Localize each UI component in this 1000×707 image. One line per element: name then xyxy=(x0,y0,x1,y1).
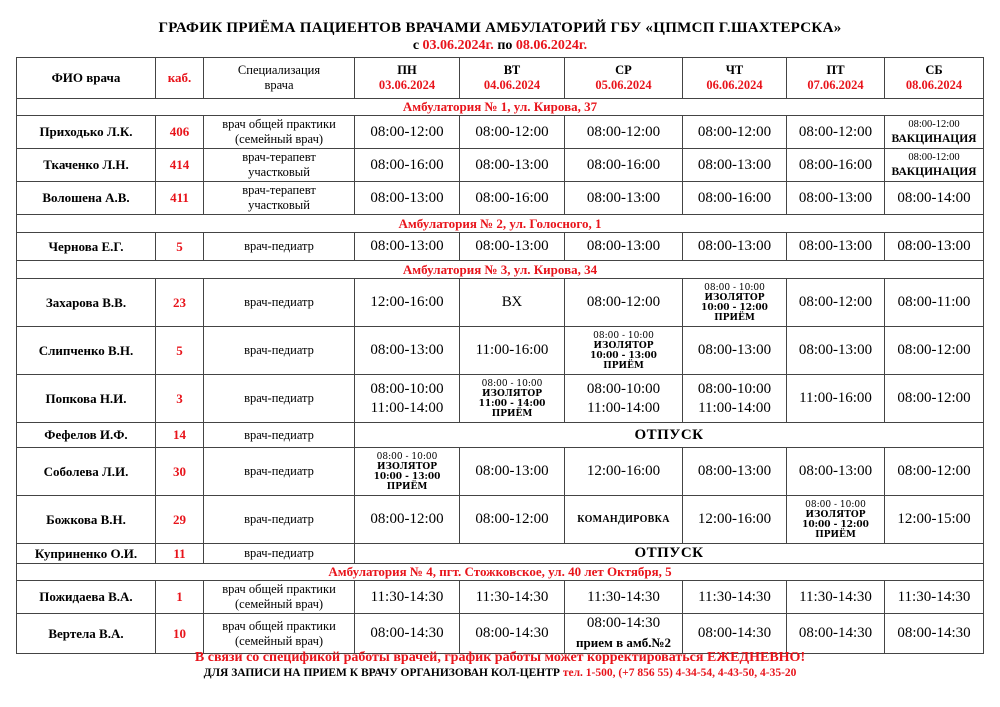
time-cell: 08:00-14:00 xyxy=(885,182,984,215)
doctor-name: Попкова Н.И. xyxy=(17,375,156,423)
time-cell: 08:00-12:00 xyxy=(565,116,683,149)
specialization xyxy=(204,614,355,654)
time-cell: 08:00-11:00 xyxy=(885,279,984,327)
isolator-cell xyxy=(460,375,565,423)
priem-label: ПРИЁМ xyxy=(815,529,856,540)
time-cell xyxy=(565,375,683,423)
table-row xyxy=(17,116,984,149)
spec-line: (семейный врач) xyxy=(234,132,324,146)
time-cell: 08:00-13:00 xyxy=(683,448,787,496)
time-cell: 08:00-16:00 xyxy=(787,149,885,182)
table-row xyxy=(17,279,984,327)
time-cell: 08:00-12:00 xyxy=(885,448,984,496)
table-row xyxy=(17,496,984,544)
doctor-name: Волошена А.В. xyxy=(17,182,156,215)
time-cell: 11:30-14:30 xyxy=(565,581,683,614)
specialization: врач-педиатр xyxy=(204,496,355,544)
iso-label: ИЗОЛЯТОР xyxy=(805,509,866,520)
iso-time: 08:00 - 10:00 xyxy=(593,330,654,341)
day-label: СР xyxy=(615,63,632,77)
table-row xyxy=(17,614,984,654)
specialization: врач-педиатр xyxy=(204,233,355,261)
section-title: Амбулатория № 4, пгт. Стожковское, ул. 40 лет Октября, 5 xyxy=(17,564,984,581)
time-cell: 08:00-13:00 xyxy=(565,233,683,261)
time-cell: 08:00-13:00 xyxy=(460,448,565,496)
time-cell: 08:00-12:00 xyxy=(787,116,885,149)
day-date: 03.06.2024 xyxy=(378,78,436,92)
priem-label: ПРИЁМ xyxy=(491,408,533,419)
period-to: 08.06.2024г. xyxy=(515,38,588,53)
time-cell: 08:00-12:00 xyxy=(460,116,565,149)
table-row xyxy=(17,423,984,448)
priem-label: ПРИЁМ xyxy=(603,360,644,371)
time-cell: 08:00-13:00 xyxy=(885,233,984,261)
period-from: 03.06.2024г. xyxy=(422,38,494,53)
time-line: 11:00-14:00 xyxy=(698,399,771,416)
time-line: 08:00-10:00 xyxy=(697,380,772,397)
time-cell: 08:00-13:00 xyxy=(787,327,885,375)
time-line: 08:00-10:00 xyxy=(370,380,444,397)
schedule-table xyxy=(16,57,984,654)
section-row xyxy=(17,564,984,581)
table-row xyxy=(17,149,984,182)
time-line: 08:00-14:30 xyxy=(586,615,661,631)
time-cell: 08:00-13:00 xyxy=(787,233,885,261)
time-cell: 11:00-16:00 xyxy=(787,375,885,423)
doctor-name: Куприненко О.И. xyxy=(17,544,156,564)
doctor-name: Захарова В.В. xyxy=(17,279,156,327)
time-cell: 11:30-14:30 xyxy=(885,581,984,614)
spec-line: (семейный врач) xyxy=(234,597,324,611)
vac-label: ВАКЦИНАЦИЯ xyxy=(891,132,977,145)
specialization xyxy=(204,149,355,182)
section-title: Амбулатория № 1, ул. Кирова, 37 xyxy=(17,99,984,116)
day-date: 06.06.2024 xyxy=(706,78,763,92)
time-cell: 08:00-16:00 xyxy=(355,149,460,182)
specialization xyxy=(204,581,355,614)
isolator-cell xyxy=(787,496,885,544)
day-date: 07.06.2024 xyxy=(807,78,864,92)
doctor-name: Божкова В.Н. xyxy=(17,496,156,544)
specialization: врач-педиатр xyxy=(204,327,355,375)
time-cell: 08:00-13:00 xyxy=(683,149,787,182)
time-cell: 08:00-14:30 xyxy=(787,614,885,654)
time-cell: 08:00-12:00 xyxy=(683,116,787,149)
doctor-name: Вертела В.А. xyxy=(17,614,156,654)
time-cell: 08:00-12:00 xyxy=(355,116,460,149)
callcenter-note xyxy=(0,666,1000,680)
time-cell: 08:00-13:00 xyxy=(460,149,565,182)
time-cell: 08:00-12:00 xyxy=(885,375,984,423)
time-line: 11:00-14:00 xyxy=(370,399,444,416)
time-cell: 08:00-12:00 xyxy=(565,279,683,327)
vaccination-cell xyxy=(885,116,984,149)
section-title: Амбулатория № 2, ул. Голосного, 1 xyxy=(17,215,984,233)
isolator-cell xyxy=(355,448,460,496)
time-cell: 08:00-13:00 xyxy=(355,182,460,215)
time-cell: 08:00-12:00 xyxy=(460,496,565,544)
time-cell: 08:00-13:00 xyxy=(787,448,885,496)
cabinet-number: 411 xyxy=(156,182,204,215)
section-row xyxy=(17,99,984,116)
time-cell: 12:00-15:00 xyxy=(885,496,984,544)
time-cell: 08:00-13:00 xyxy=(355,327,460,375)
time-cell: 12:00-16:00 xyxy=(683,496,787,544)
doctor-name: Слипченко В.Н. xyxy=(17,327,156,375)
period-prefix: с xyxy=(412,38,420,53)
priem-amb2-note: прием в амб.№2 xyxy=(575,635,672,650)
time-cell: 08:00-14:30 xyxy=(460,614,565,654)
time-cell: 08:00-13:00 xyxy=(460,233,565,261)
header-day-tue xyxy=(460,58,565,99)
header-name: ФИО врача xyxy=(17,58,156,99)
time-cell: 08:00-14:30 xyxy=(355,614,460,654)
time-cell: 11:00-16:00 xyxy=(460,327,565,375)
time-cell: 08:00-14:30 xyxy=(885,614,984,654)
iso-label: ИЗОЛЯТОР xyxy=(376,461,438,472)
iso-label: ИЗОЛЯТОР xyxy=(593,340,654,351)
cabinet-number: 11 xyxy=(156,544,204,564)
time-line: 11:00-14:00 xyxy=(587,399,660,416)
section-row xyxy=(17,261,984,279)
time-cell: 11:30-14:30 xyxy=(787,581,885,614)
time-cell: 11:30-14:30 xyxy=(683,581,787,614)
header-day-mon xyxy=(355,58,460,99)
table-row xyxy=(17,448,984,496)
schedule-period xyxy=(0,38,1000,54)
cabinet-number: 29 xyxy=(156,496,204,544)
specialization: врач-педиатр xyxy=(204,375,355,423)
cabinet-number: 30 xyxy=(156,448,204,496)
vac-label: ВАКЦИНАЦИЯ xyxy=(891,165,977,178)
day-off-cell: ВХ xyxy=(460,279,565,327)
time-cell: 11:30-14:30 xyxy=(355,581,460,614)
vaccination-cell xyxy=(885,149,984,182)
time-cell: 08:00-16:00 xyxy=(683,182,787,215)
iso-time: 08:00 - 10:00 xyxy=(704,282,765,293)
vac-time: 08:00-12:00 xyxy=(908,151,960,163)
header-spec-line2: врача xyxy=(264,78,294,92)
time-cell: 11:30-14:30 xyxy=(460,581,565,614)
isolator-cell xyxy=(683,279,787,327)
time-cell: 08:00-13:00 xyxy=(683,327,787,375)
iso-time: 08:00 - 10:00 xyxy=(805,499,866,510)
time-cell: 08:00-13:00 xyxy=(565,182,683,215)
period-mid: по xyxy=(497,38,513,53)
priem-time: 11:00 - 14:00 xyxy=(478,398,546,409)
iso-label: ИЗОЛЯТОР xyxy=(481,388,543,399)
table-row xyxy=(17,182,984,215)
iso-label: ИЗОЛЯТОР xyxy=(704,292,765,303)
priem-time: 10:00 - 13:00 xyxy=(373,471,441,482)
spec-line: врач общей практики xyxy=(222,582,336,596)
callcenter-phones: тел. 1-500, (+7 856 55) 4-34-54, 4-43-50, 4-35-20 xyxy=(562,667,797,679)
spec-line: участковый xyxy=(248,198,310,212)
spec-line: (семейный врач) xyxy=(234,633,324,648)
header-spec xyxy=(204,58,355,99)
doctor-name: Ткаченко Л.Н. xyxy=(17,149,156,182)
table-row xyxy=(17,375,984,423)
section-row xyxy=(17,215,984,233)
time-cell: 08:00-12:00 xyxy=(787,279,885,327)
page-title: ГРАФИК ПРИЁМА ПАЦИЕНТОВ ВРАЧАМИ АМБУЛАТОРИЙ ГБУ «ЦПМСП Г.ШАХТЕРСКА» xyxy=(158,20,842,36)
priem-label: ПРИЁМ xyxy=(714,312,755,323)
time-cell: 08:00-13:00 xyxy=(355,233,460,261)
cabinet-number: 5 xyxy=(156,233,204,261)
time-cell: 08:00-13:00 xyxy=(683,233,787,261)
day-date: 05.06.2024 xyxy=(595,78,652,92)
cabinet-number: 406 xyxy=(156,116,204,149)
table-row xyxy=(17,233,984,261)
section-title: Амбулатория № 3, ул. Кирова, 34 xyxy=(17,261,984,279)
vac-time: 08:00-12:00 xyxy=(908,118,960,130)
table-row xyxy=(17,581,984,614)
priem-time: 10:00 - 12:00 xyxy=(701,302,768,313)
time-cell xyxy=(565,614,683,654)
specialization: врач-педиатр xyxy=(204,279,355,327)
spec-line: врач-терапевт xyxy=(242,150,316,164)
callcenter-text: ДЛЯ ЗАПИСИ НА ПРИЕМ К ВРАЧУ ОРГАНИЗОВАН КОЛ-ЦЕНТР xyxy=(203,667,560,679)
doctor-name: Приходько Л.К. xyxy=(17,116,156,149)
cabinet-number: 1 xyxy=(156,581,204,614)
header-row xyxy=(17,58,984,99)
day-label: ПТ xyxy=(826,63,845,77)
doctor-name: Чернова Е.Г. xyxy=(17,233,156,261)
time-cell: 08:00-14:30 xyxy=(683,614,787,654)
time-cell: 08:00-16:00 xyxy=(460,182,565,215)
business-trip-cell: КОМАНДИРОВКА xyxy=(565,496,683,544)
spec-line: врач общей практики xyxy=(222,117,336,131)
header-day-sat xyxy=(885,58,984,99)
cabinet-number: 5 xyxy=(156,327,204,375)
time-cell: 12:00-16:00 xyxy=(355,279,460,327)
day-label: ЧТ xyxy=(725,63,744,77)
day-label: ВТ xyxy=(503,63,521,77)
doctor-name: Пожидаева В.А. xyxy=(17,581,156,614)
header-cab: каб. xyxy=(156,58,204,99)
header-day-thu xyxy=(683,58,787,99)
doctor-name: Фефелов И.Ф. xyxy=(17,423,156,448)
day-date: 04.06.2024 xyxy=(483,78,541,92)
header-spec-line1: Специализация xyxy=(237,63,321,77)
vacation-cell: ОТПУСК xyxy=(355,544,984,564)
day-label: ПН xyxy=(397,63,417,77)
cabinet-number: 3 xyxy=(156,375,204,423)
time-cell xyxy=(355,375,460,423)
priem-time: 10:00 - 13:00 xyxy=(590,350,657,361)
specialization: врач-педиатр xyxy=(204,423,355,448)
spec-line: врач общей практики xyxy=(222,618,336,633)
spec-line: участковый xyxy=(248,165,310,179)
priem-time: 10:00 - 12:00 xyxy=(802,519,869,530)
iso-time: 08:00 - 10:00 xyxy=(481,378,543,389)
time-cell xyxy=(683,375,787,423)
cabinet-number: 414 xyxy=(156,149,204,182)
table-row xyxy=(17,327,984,375)
table-row xyxy=(17,544,984,564)
header-day-wed xyxy=(565,58,683,99)
spec-line: врач-терапевт xyxy=(242,183,316,197)
isolator-cell xyxy=(565,327,683,375)
day-label: СБ xyxy=(925,63,943,77)
time-cell: 08:00-16:00 xyxy=(565,149,683,182)
time-cell: 12:00-16:00 xyxy=(565,448,683,496)
specialization: врач-педиатр xyxy=(204,448,355,496)
specialization xyxy=(204,182,355,215)
time-cell: 08:00-12:00 xyxy=(885,327,984,375)
warning-note: В связи со спецификой работы врачей, график работы может корректироваться ЕЖЕДНЕВНО! xyxy=(194,650,806,665)
time-cell: 08:00-13:00 xyxy=(787,182,885,215)
day-date: 08.06.2024 xyxy=(905,78,963,92)
cabinet-number: 14 xyxy=(156,423,204,448)
iso-time: 08:00 - 10:00 xyxy=(376,451,438,462)
cabinet-number: 10 xyxy=(156,614,204,654)
cabinet-number: 23 xyxy=(156,279,204,327)
vacation-cell: ОТПУСК xyxy=(355,423,984,448)
time-line: 08:00-10:00 xyxy=(586,380,661,397)
header-day-fri xyxy=(787,58,885,99)
priem-label: ПРИЁМ xyxy=(386,481,428,492)
specialization: врач-педиатр xyxy=(204,544,355,564)
time-cell: 08:00-12:00 xyxy=(355,496,460,544)
specialization xyxy=(204,116,355,149)
doctor-name: Соболева Л.И. xyxy=(17,448,156,496)
